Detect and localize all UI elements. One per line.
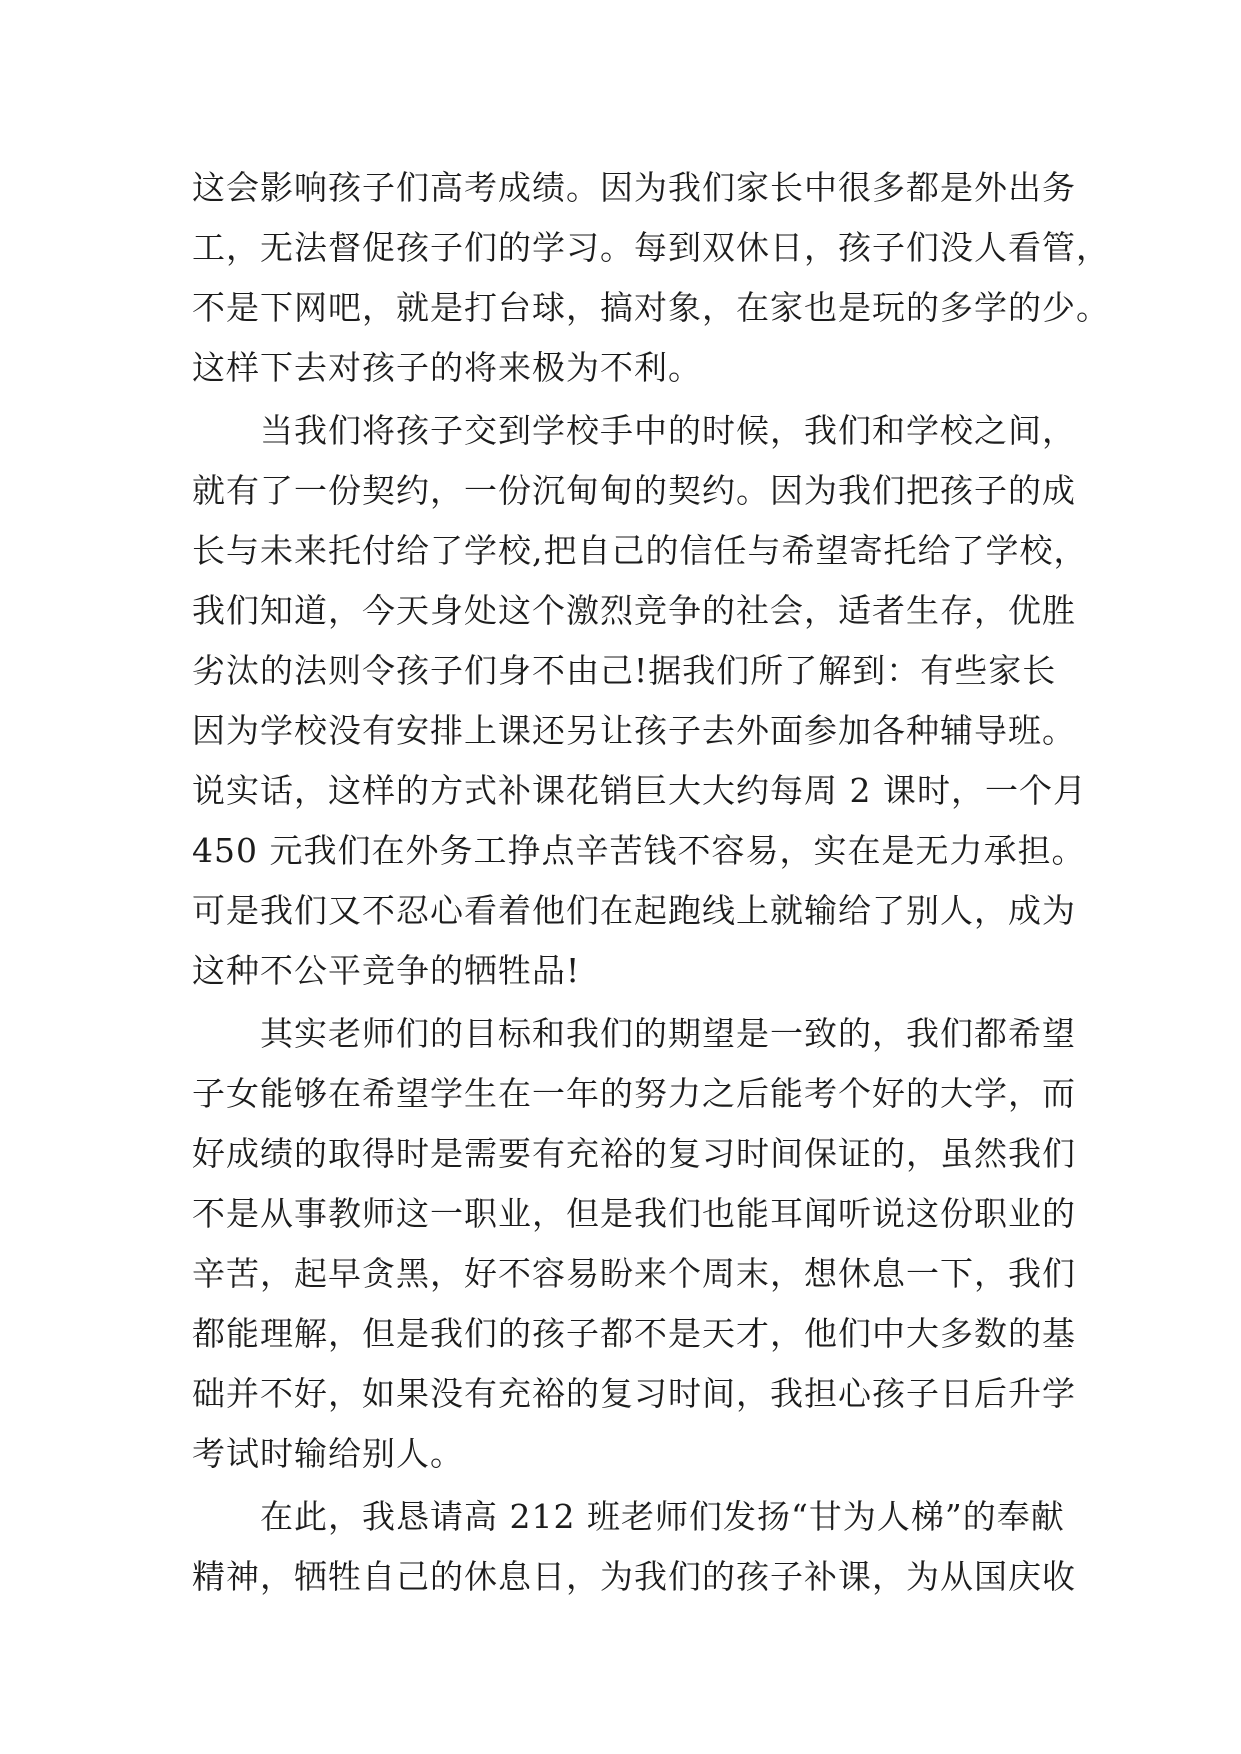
text-line: 长与未来托付给了学校,把自己的信任与希望寄托给了学校， [192, 531, 1088, 570]
text-line: 就有了一份契约，一份沉甸甸的契约。因为我们把孩子的成 [192, 471, 1076, 510]
text-line: 精神，牺牲自己的休息日，为我们的孩子补课，为从国庆收 [192, 1557, 1076, 1596]
text-line: 这会影响孩子们高考成绩。因为我们家长中很多都是外出务 [192, 168, 1076, 207]
text-line: 辛苦，起早贪黑，好不容易盼来个周末，想休息一下，我们 [192, 1254, 1076, 1293]
document-body [192, 158, 1110, 1607]
text-line: 450 元我们在外务工挣点辛苦钱不容易，实在是无力承担。 [192, 831, 1086, 870]
text-line: 因为学校没有安排上课还另让孩子去外面参加各种辅导班。 [192, 711, 1076, 750]
text-line: 说实话，这样的方式补课花销巨大大约每周 2 课时，一个月 [192, 771, 1087, 810]
text-line: 好成绩的取得时是需要有充裕的复习时间保证的，虽然我们 [192, 1134, 1076, 1173]
paragraph-4 [192, 1487, 1076, 1607]
text-line: 不是从事教师这一职业，但是我们也能耳闻听说这份职业的 [192, 1194, 1076, 1233]
text-line: 劣汰的法则令孩子们身不由己!据我们所了解到：有些家长 [192, 651, 1057, 690]
paragraph-1 [192, 158, 1110, 398]
text-line: 可是我们又不忍心看着他们在起跑线上就输给了别人，成为 [192, 891, 1076, 930]
text-line: 这样下去对孩子的将来极为不利。 [192, 348, 702, 387]
text-line: 在此，我恳请高 212 班老师们发扬“甘为人梯”的奉献 [260, 1497, 1065, 1536]
text-line: 其实老师们的目标和我们的期望是一致的，我们都希望 [260, 1014, 1076, 1053]
text-line: 当我们将孩子交到学校手中的时候，我们和学校之间， [260, 411, 1076, 450]
text-line: 础并不好，如果没有充裕的复习时间，我担心孩子日后升学 [192, 1374, 1076, 1413]
paragraph-3 [192, 1004, 1076, 1484]
text-line: 这种不公平竞争的牺牲品! [192, 951, 581, 990]
text-line: 不是下网吧，就是打台球，搞对象，在家也是玩的多学的少。 [192, 288, 1110, 327]
text-line: 都能理解，但是我们的孩子都不是天才，他们中大多数的基 [192, 1314, 1076, 1353]
text-line: 子女能够在希望学生在一年的努力之后能考个好的大学，而 [192, 1074, 1076, 1113]
text-line: 工，无法督促孩子们的学习。每到双休日，孩子们没人看管， [192, 228, 1110, 267]
paragraph-2 [192, 401, 1088, 1001]
text-line: 考试时输给别人。 [192, 1434, 464, 1473]
text-line: 我们知道，今天身处这个激烈竞争的社会，适者生存，优胜 [192, 591, 1076, 630]
